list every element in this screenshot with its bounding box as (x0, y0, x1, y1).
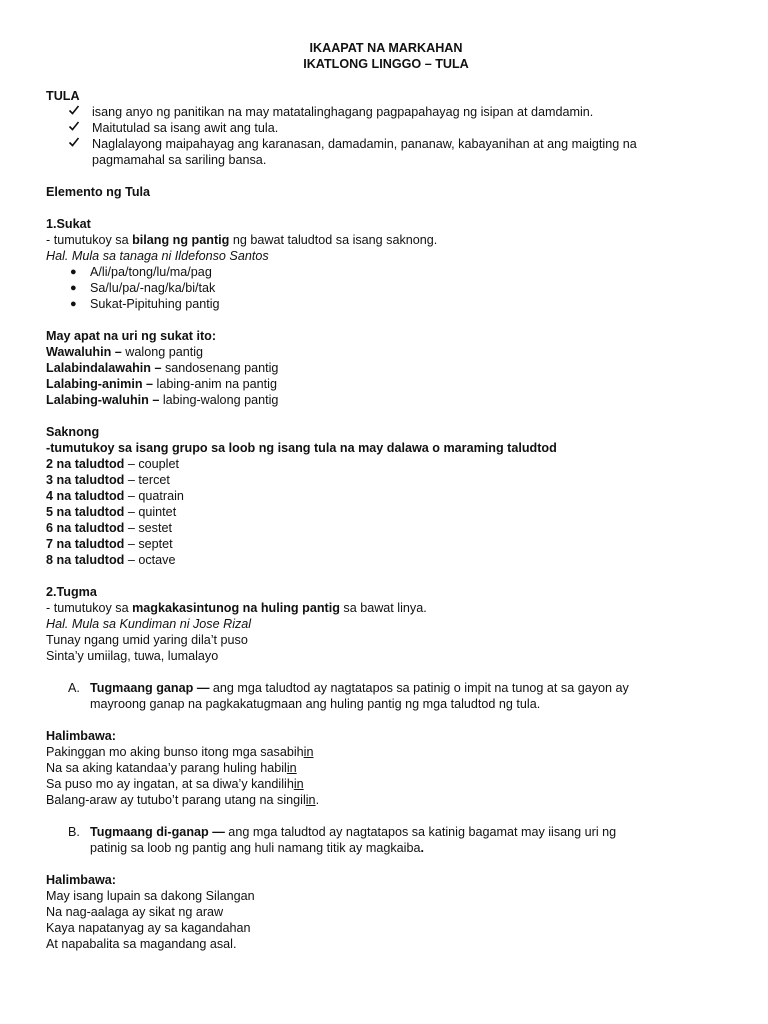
poem-line: Balang-araw ay tutubo’t parang utang na singilin. (46, 793, 320, 807)
tugmaang-ganap-item: A. Tugmaang ganap — ang mga taludtod ay nagtatapos sa patinig o impit na tunog at sa gayon ay mayroong ganap na pagkakatugmaan ang huling pantig ng mga taludtod ng tula. (68, 681, 629, 711)
sukat-types-heading: May apat na uri ng sukat ito: (46, 329, 217, 343)
saknong-heading: Saknong (46, 425, 100, 439)
poem-line: Na nag-aalaga ay sikat ng araw (46, 905, 224, 919)
list-marker: A. (68, 681, 80, 695)
sukat-definition: - tumutukoy sa bilang ng pantig ng bawat taludtod sa isang saknong. (46, 233, 438, 247)
poem-line: At napabalita sa magandang asal. (46, 937, 237, 951)
tugma-example-line: Sinta’y umiilag, tuwa, lumalayo (46, 649, 219, 663)
list-item: ● Sa/lu/pa/-nag/ka/bi/tak (70, 281, 216, 295)
tula-heading: TULA (46, 89, 80, 103)
list-item-continuation (46, 152, 726, 168)
bullet-icon: ● (70, 266, 77, 278)
poem-line: Pakinggan mo aking bunso itong mga sasabihin (46, 745, 314, 759)
saknong-item: 7 na taludtod – septet (46, 537, 173, 551)
sukat-type: Lalabindalawahin – sandosenang pantig (46, 361, 279, 375)
bullet-text: isang anyo ng panitikan na may matatalinghagang pagpapahayag ng isipan at damdamin. (92, 105, 594, 119)
saknong-item: 4 na taludtod – quatrain (46, 489, 184, 503)
list-item: ● Sukat-Pipituhing pantig (70, 297, 220, 311)
tugmaang-di-ganap-item: B. Tugmaang di-ganap — ang mga taludtod ay nagtatapos sa katinig bagamat may iisang uri ng patinig sa loob ng pantig ang huli namang titik ay magkaiba. (68, 825, 617, 855)
title-line-1: IKAAPAT NA MARKAHAN (309, 41, 463, 55)
checkmark-icon (68, 104, 84, 120)
tula-bullet-list (46, 104, 726, 168)
saknong-item: 8 na taludtod – octave (46, 553, 176, 567)
saknong-item: 6 na taludtod – sestet (46, 521, 172, 535)
bullet-text: Maitutulad sa isang awit ang tula. (92, 121, 279, 135)
document-page (46, 40, 726, 952)
bullet-text: pagmamahal sa sariling bansa. (92, 153, 267, 167)
halimbawa-heading: Halimbawa: (46, 873, 116, 887)
tugma-definition: - tumutukoy sa magkakasintunog na huling pantig sa bawat linya. (46, 601, 427, 615)
halimbawa-heading: Halimbawa: (46, 729, 116, 743)
poem-line: Sa puso mo ay ingatan, at sa diwa’y kandilihin (46, 777, 304, 791)
tugma-example-line: Tunay ngang umid yaring dila’t puso (46, 633, 248, 647)
saknong-item: 3 na taludtod – tercet (46, 473, 170, 487)
bullet-icon: ● (70, 298, 77, 310)
sukat-example-list (46, 264, 726, 312)
poem-line: May isang lupain sa dakong Silangan (46, 889, 255, 903)
sukat-example-ref: Hal. Mula sa tanaga ni Ildefonso Santos (46, 249, 269, 263)
sukat-type: Wawaluhin – walong pantig (46, 345, 204, 359)
bullet-text: Naglalayong maipahayag ang karanasan, damadamin, pananaw, kabayanihan at ang maigting na (92, 137, 637, 151)
sukat-type: Lalabing-animin – labing-anim na pantig (46, 377, 277, 391)
sukat-type: Lalabing-waluhin – labing-walong pantig (46, 393, 279, 407)
saknong-item: 5 na taludtod – quintet (46, 505, 177, 519)
list-item (46, 120, 726, 136)
saknong-item: 2 na taludtod – couplet (46, 457, 179, 471)
list-item (46, 136, 726, 152)
list-marker: B. (68, 825, 80, 839)
poem-line: Na sa aking katandaa’y parang huling habilin (46, 761, 297, 775)
checkmark-icon (68, 136, 84, 152)
bullet-icon: ● (70, 282, 77, 294)
poem-line: Kaya napatanyag ay sa kagandahan (46, 921, 251, 935)
list-item: ● A/li/pa/tong/lu/ma/pag (70, 265, 212, 279)
tugma-heading: 2.Tugma (46, 585, 97, 599)
checkmark-icon (68, 120, 84, 136)
title-line-2: IKATLONG LINGGO – TULA (303, 57, 469, 71)
tugma-example-ref: Hal. Mula sa Kundiman ni Jose Rizal (46, 617, 252, 631)
elemento-heading: Elemento ng Tula (46, 185, 151, 199)
saknong-definition: -tumutukoy sa isang grupo sa loob ng isang tula na may dalawa o maraming taludtod (46, 441, 557, 455)
sukat-heading: 1.Sukat (46, 217, 91, 231)
list-item (46, 104, 726, 120)
